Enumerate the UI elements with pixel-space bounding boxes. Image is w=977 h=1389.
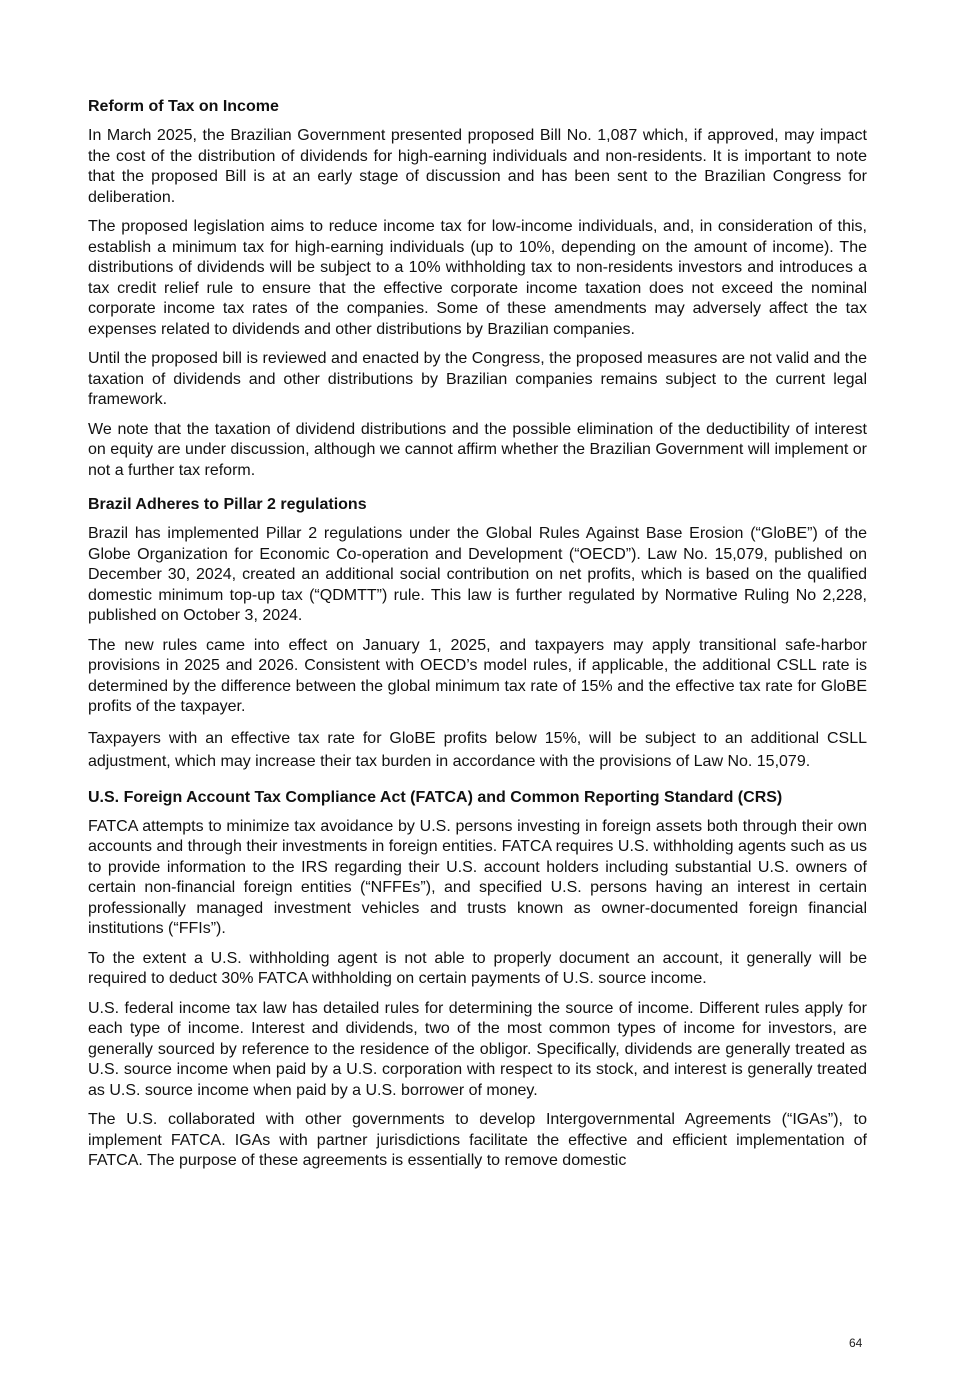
- paragraph: We note that the taxation of dividend distributions and the possible elimination of the deductibility of interest on equity are under discussion, although we cannot affirm whether the Brazilian Government will implement or not a further tax reform.: [88, 420, 867, 479]
- section-heading: Reform of Tax on Income: [88, 98, 279, 115]
- paragraph: Taxpayers with an effective tax rate for GloBE profits below 15%, will be subject to an additional CSLL adjustment, which may increase their tax burden in accordance with the provisions of Law No. 15,079.: [88, 729, 867, 770]
- document-page: [88, 96, 867, 1185]
- paragraph: U.S. federal income tax law has detailed rules for determining the source of income. Different rules apply for each type of income. Interest and dividends, two of the most common types of income for investors, are generally sourced by reference to the residence of the obligor. Specifically, dividends are generally treated as U.S. source income when paid by a U.S. corporation with respect to its stock, and interest is generally treated as U.S. source income when paid by a U.S. borrower of money.: [88, 999, 867, 1099]
- section-heading: U.S. Foreign Account Tax Compliance Act (FATCA) and Common Reporting Standard (CRS): [88, 788, 783, 806]
- paragraph: To the extent a U.S. withholding agent is not able to properly document an account, it generally will be required to deduct 30% FATCA withholding on certain payments of U.S. source income.: [88, 949, 867, 987]
- paragraph: FATCA attempts to minimize tax avoidance by U.S. persons investing in foreign assets both through their own accounts and through their investments in foreign entities. FATCA requires U.S. withholding agents such as us to provide information to the IRS regarding their U.S. account holders including substantial U.S. owners of certain non-financial foreign entities (“NFFEs”), and specified U.S. persons having an interest in certain professionally managed investment vehicles and trusts known as owner-documented foreign financial institutions (“FFIs”).: [88, 817, 867, 937]
- section-heading: Brazil Adheres to Pillar 2 regulations: [88, 496, 367, 513]
- paragraph: In March 2025, the Brazilian Government presented proposed Bill No. 1,087 which, if approved, may impact the cost of the distribution of dividends for high-earning individuals and non-residents. It is important to note that the proposed Bill is at an early stage of discussion and has been sent to the Brazilian Congress for deliberation.: [88, 127, 867, 206]
- section-fatca-crs: [88, 787, 867, 1172]
- paragraph: The proposed legislation aims to reduce income tax for low-income individuals, and, in consideration of this, establish a minimum tax for high-earning individuals (up to 10%, depending on the amount of income). The distributions of dividends will be subject to a 10% withholding tax to non-residents investors and introduces a tax credit relief rule to ensure that the effective corporate income taxation does not exceed the nominal corporate income tax rates of the companies. Some of these amendments may adversely affect the tax expenses related to dividends and other distributions by Brazilian companies.: [88, 218, 867, 338]
- page-number: 64: [849, 1336, 863, 1350]
- section-pillar-2: [88, 494, 867, 774]
- paragraph: The new rules came into effect on January 1, 2025, and taxpayers may apply transitional safe-harbor provisions in 2025 and 2026. Consistent with OECD’s model rules, if applicable, the additional CSLL rate is determined by the difference between the global minimum tax rate of 15% and the effective tax rate for GloBE profits of the taxpayer.: [88, 636, 867, 715]
- paragraph: Brazil has implemented Pillar 2 regulations under the Global Rules Against Base Erosion (“GloBE”) of the Globe Organization for Economic Co-operation and Development (“OECD”). Law No. 15,079, published on December 30, 2024, created an additional social contribution on net profits, which is based on the qualified domestic minimum top-up tax (“QDMTT”) rule. This law is further regulated by Normative Ruling No 2,228, published on October 3, 2024.: [88, 525, 867, 624]
- paragraph: Until the proposed bill is reviewed and enacted by the Congress, the proposed measures are not valid and the taxation of dividends and other distributions by Brazilian companies remains subject to the current legal framework.: [88, 350, 867, 408]
- paragraph: The U.S. collaborated with other governments to develop Intergovernmental Agreements (“IGAs”), to implement FATCA. IGAs with partner jurisdictions facilitate the effective and efficient implementation of FATCA. The purpose of these agreements is essentially to remove domestic: [88, 1111, 867, 1169]
- section-tax-reform: [88, 96, 867, 481]
